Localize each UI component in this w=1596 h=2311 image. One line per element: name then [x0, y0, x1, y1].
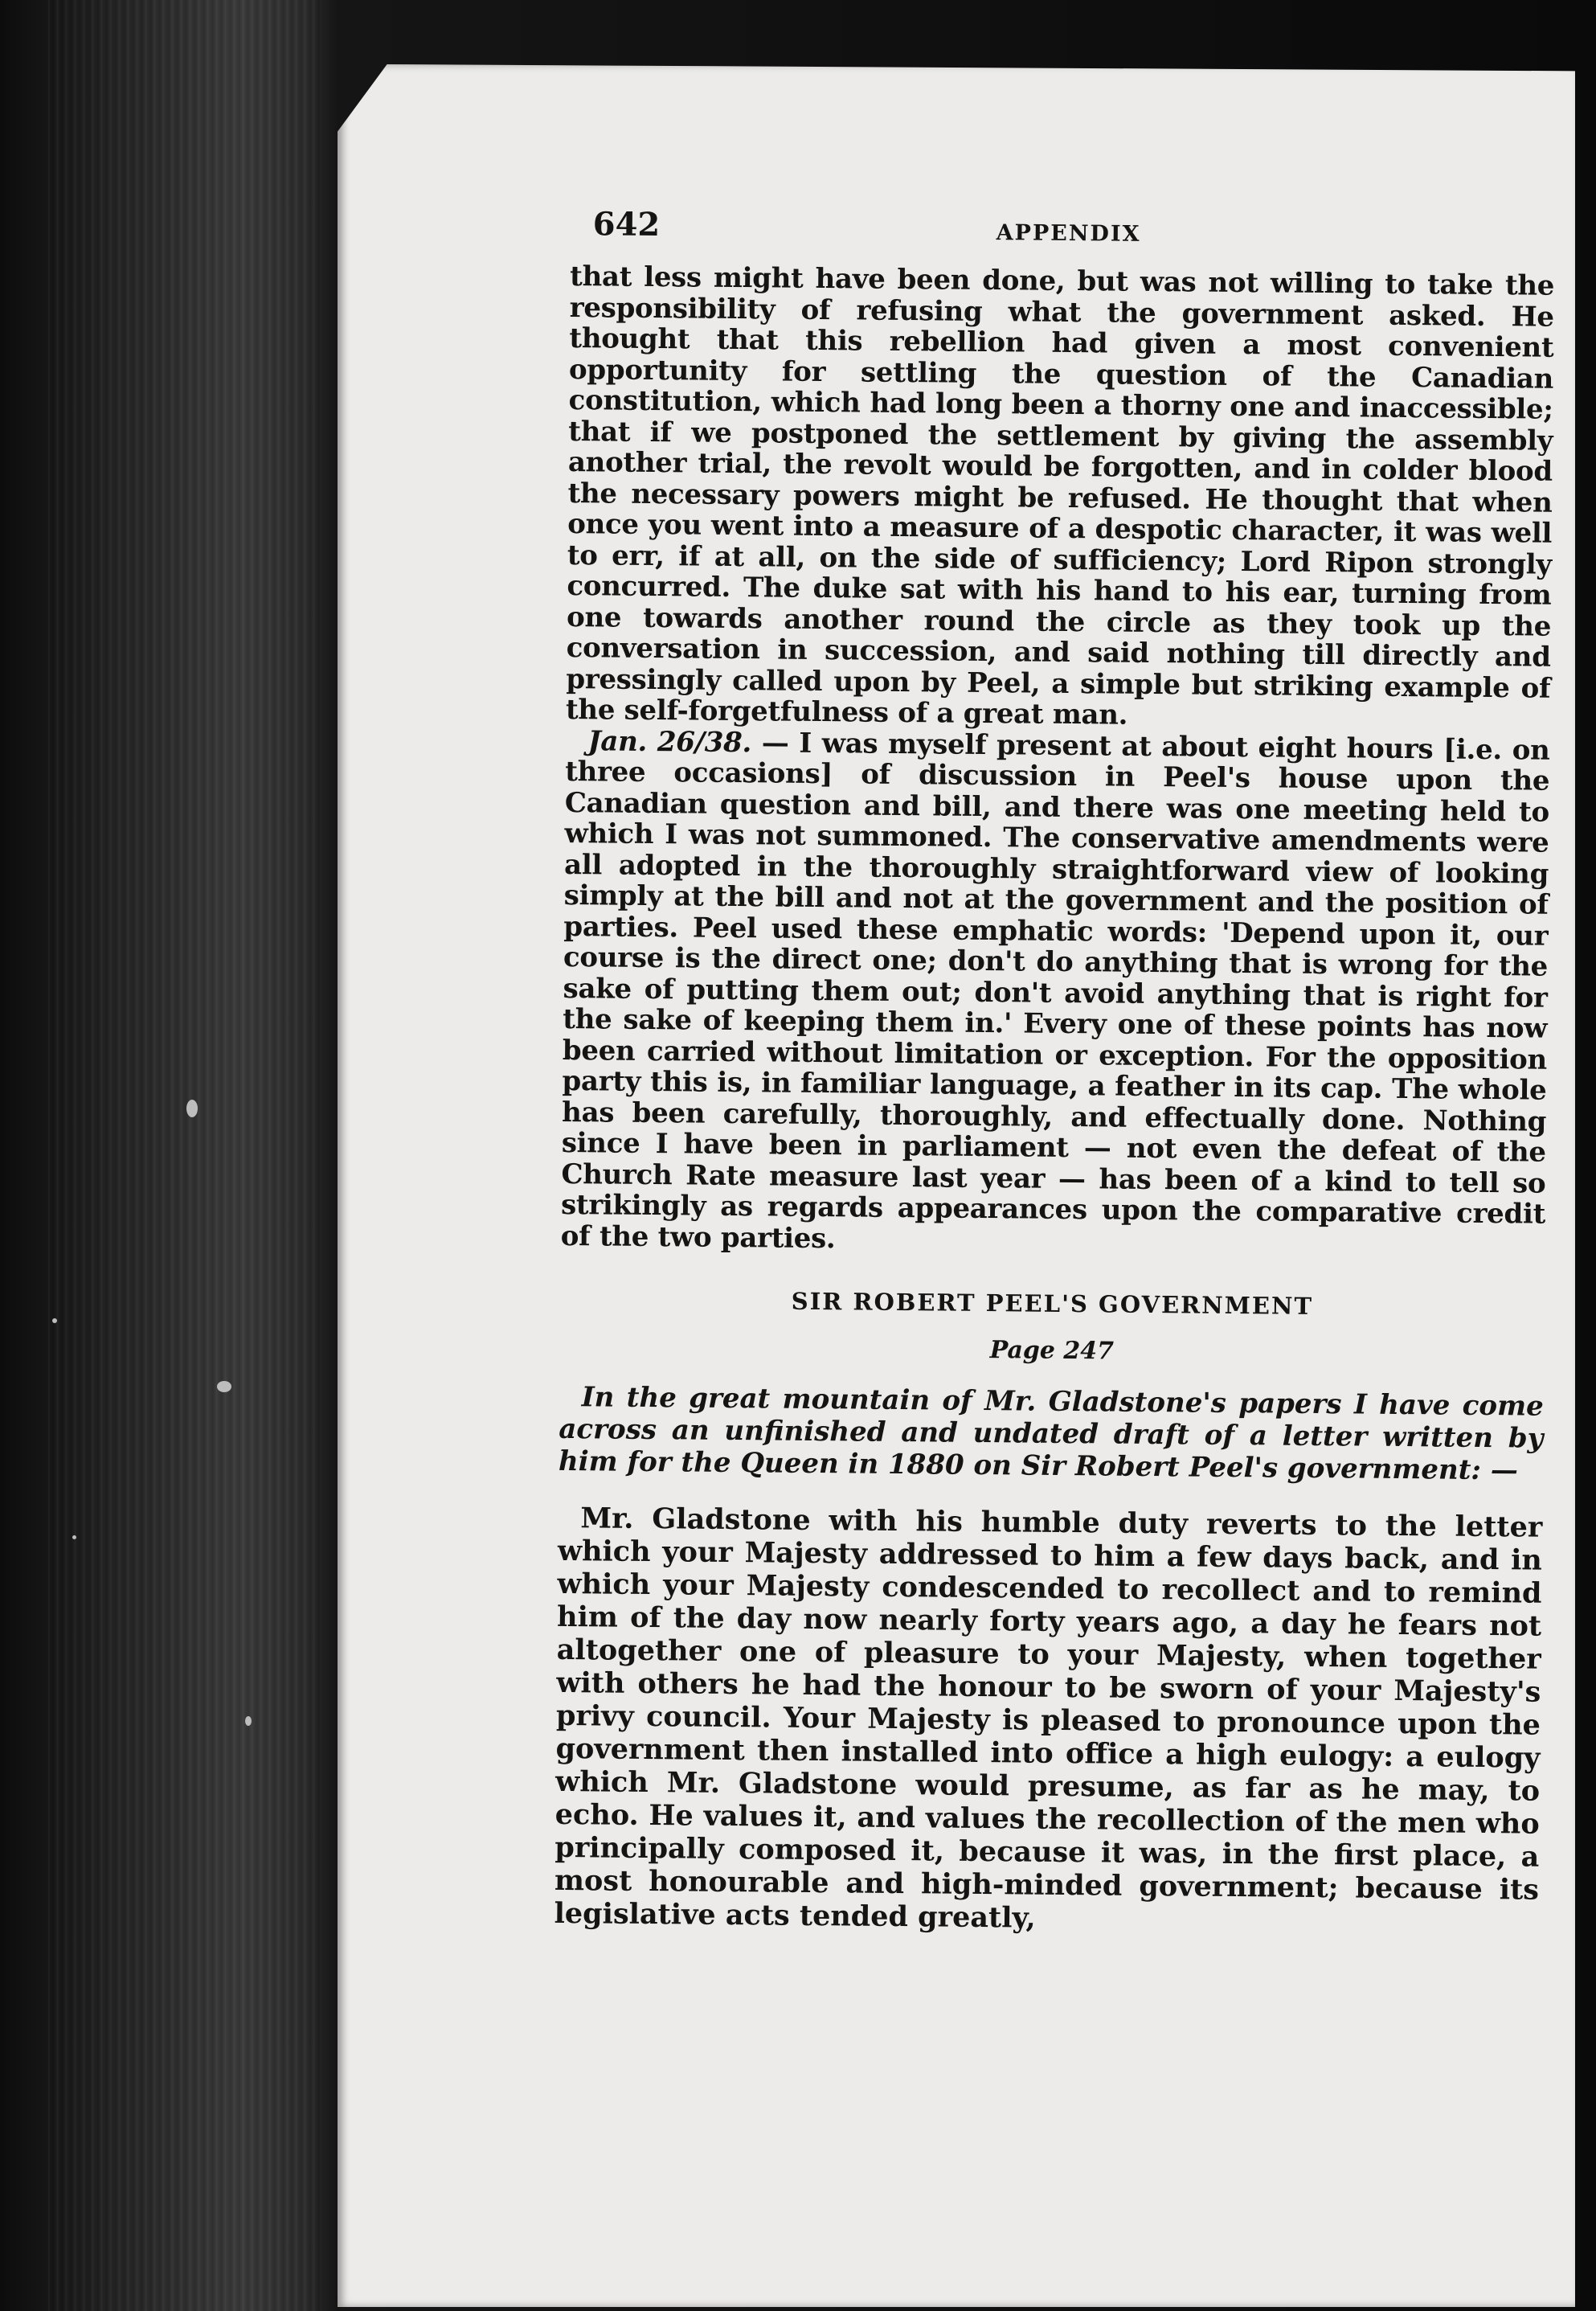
running-head [570, 205, 1555, 271]
page-number: 642 [592, 205, 661, 244]
body-text-top [561, 261, 1555, 1261]
body-paragraph: that less might have been done, but was not willing to take the responsibility of refusing what the government asked. He thought that this rebellion had given a most convenient opportunity for settling the question of the Canadian constitution, which had long been a thorny one and inaccessible; that if we postponed the settlement by giving the assembly another trial, the revolt would be forgotten, and in colder blood the necessary powers might be refused. He thought that when once you went into a measure of a despotic character, it was well to err, if at all, on the side of sufficiency; Lord Ripon strongly concurred. The duke sat with his hand to his ear, turning from one towards another round the circle as they took up the conversation in succession, and said nothing till directly and pressingly called upon by Peel, a simple but striking example of the self-forgetfulness of a great man. [565, 260, 1555, 731]
running-head-title: APPENDIX [996, 220, 1141, 247]
diary-entry-paragraph [561, 725, 1550, 1260]
book-binding-shadow [48, 0, 321, 2311]
diary-entry-text: — I was myself present at about eight hours [i.e. on three occasions] of discussion in Peel's house upon the Canadian question and bill, and there was one meeting held to which I was not summoned. The conservative amendments were all adopted in the thoroughly straightforward view of looking simply at the bill and not at the government and the position of parties. Peel used these emphatic words: 'Depend upon it, our course is the direct one; don't do anything that is wrong for the sake of putting them out; don't avoid anything that is right for the sake of keeping them in.' Every one of these points has now been carried without limitation or exception. For the opposition party this is, in familiar language, a feather in its cap. The whole has been carefully, thoroughly, and effectually done. Nothing since I have been in parliament — not even the defeat of the Church Rate measure last year — has been of a kind to tell so strikingly as regards appearances upon the comparative credit of the two parties. [560, 726, 1550, 1255]
section-heading: SIR ROBERT PEEL'S GOVERNMENT [791, 1287, 1314, 1320]
page-content [554, 205, 1555, 1940]
section-page-reference: Page 247 [989, 1336, 1115, 1366]
diary-entry-date: Jan. 26/38. [587, 724, 752, 759]
letter-text: Mr. Gladstone with his humble duty reverts to the letter which your Majesty addressed to him a few days back, and in which your Majesty condescended to recollect and to remind him of the day now nearly forty years ago, a day he fears not altogether one of pleasure to your Majesty, when together with others he had the honour to be sworn of your Majesty's privy council. Your Majesty is pleased to pronounce upon the government then installed into office a high eulogy: a eulogy which Mr. Gladstone would presume, as far as he may, to echo. He values it, and values the recollection of the men who principally composed it, because it was, in the first place, a most honourable and high-minded government; because its legislative acts tended greatly, [554, 1502, 1543, 1935]
editor-note: In the great mountain of Mr. Gladstone's papers I have come across an unfinished and undated draft of a letter written by him for the Queen in 1880 on Sir Robert Peel's government: — [558, 1381, 1544, 1487]
